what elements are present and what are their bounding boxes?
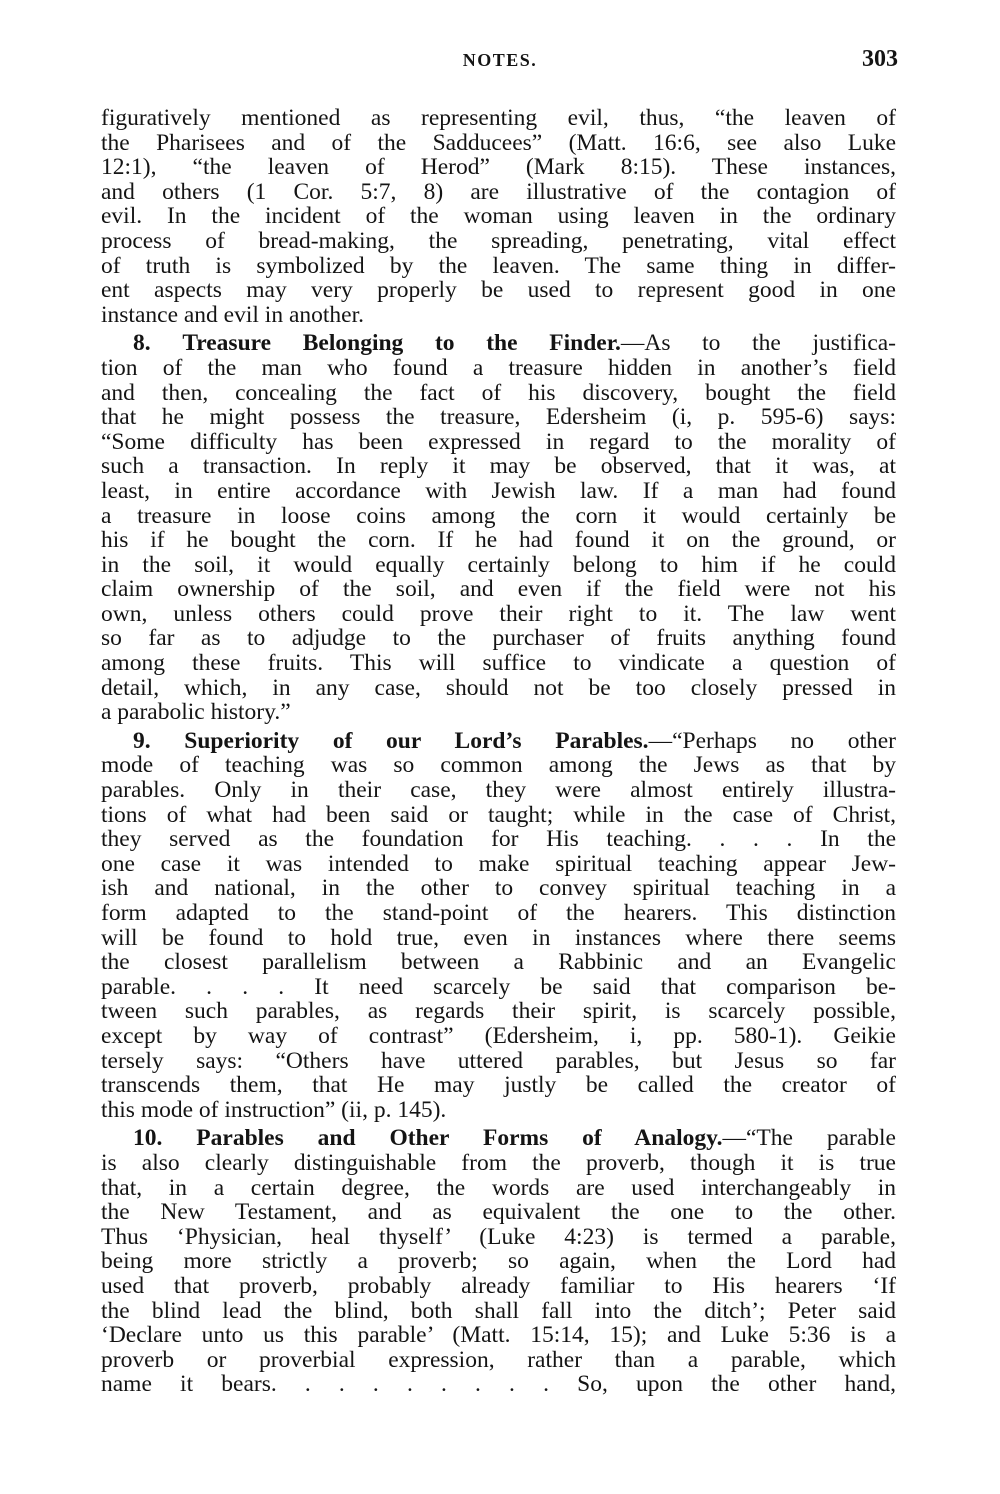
text-line: so far as to adjudge to the purchaser of fruits anything found: [101, 625, 896, 652]
running-title: NOTES.: [462, 50, 538, 70]
text-line: being more strictly a proverb; so again, when the Lord had: [101, 1248, 896, 1275]
note-9: [101, 729, 896, 1123]
text-line: form adapted to the stand-point of the hearers. This distinction: [101, 900, 896, 926]
page-number: 303: [862, 46, 898, 72]
text-line: Thus ‘Physician, heal thyself’ (Luke 4:23) is termed a parable,: [101, 1223, 896, 1250]
note-heading-line: [101, 729, 896, 754]
text-line: except by way of contrast” (Edersheim, i, pp. 580-1). Geikie: [101, 1022, 896, 1049]
paragraph-continuation: [101, 106, 896, 327]
note-number: 9.: [133, 727, 151, 754]
text-line: least, in entire accordance with Jewish law. If a man had found: [101, 477, 896, 504]
note-heading-line: [101, 331, 896, 356]
note-number: 8.: [133, 330, 151, 357]
text-line: instance and evil in another.: [101, 301, 364, 328]
note-10: [101, 1126, 896, 1397]
text-line: and then, concealing the fact of his discovery, bought the field: [101, 379, 896, 406]
text-line: one case it was intended to make spiritual teaching appear Jew-: [101, 850, 896, 877]
note-lead-text: —“The parable: [722, 1125, 896, 1152]
text-line: that, in a certain degree, the words are used interchangeably in: [101, 1174, 896, 1201]
text-line: is also clearly distinguishable from the proverb, though it is true: [101, 1149, 896, 1176]
text-line: in the soil, it would equally certainly belong to him if he could: [101, 551, 896, 578]
text-line: ent aspects may very properly be used to represent good in one: [101, 277, 896, 304]
note-heading-line: [101, 1126, 896, 1151]
text-line: own, unless others could prove their right to it. The law went: [101, 600, 896, 627]
text-line: the Pharisees and of the Sadducees” (Matt. 16:6, see also Luke: [101, 129, 896, 156]
text-line: “Some difficulty has been expressed in regard to the morality of: [101, 428, 896, 455]
note-heading: Treasure Belonging to the Finder.: [182, 330, 621, 357]
running-head: [100, 44, 900, 80]
text-line: tween such parables, as regards their spirit, is scarcely possible,: [101, 998, 896, 1025]
text-line: tion of the man who found a treasure hidden in another’s field: [101, 354, 896, 381]
text-line: that he might possess the treasure, Edersheim (i, p. 595-6) says:: [101, 404, 896, 431]
text-line: and others (1 Cor. 5:7, 8) are illustrative of the contagion of: [101, 178, 896, 205]
text-line: 12:1), “the leaven of Herod” (Mark 8:15). These instances,: [101, 154, 896, 181]
note-8: [101, 331, 896, 725]
text-line: a parabolic history.”: [101, 699, 291, 726]
text-line: tions of what had been said or taught; while in the case of Christ,: [101, 801, 896, 828]
text-line: this mode of instruction” (ii, p. 145).: [101, 1096, 447, 1123]
text-line: proverb or proverbial expression, rather than a parable, which: [101, 1346, 896, 1373]
text-line: parable. . . . It need scarcely be said that comparison be-: [101, 973, 896, 1000]
text-line: will be found to hold true, even in instances where there seems: [101, 924, 896, 951]
text-line: claim ownership of the soil, and even if the field were not his: [101, 576, 896, 603]
note-lead-text: —“Perhaps no other: [648, 727, 896, 754]
text-line: name it bears. . . . . . . . . So, upon the other hand,: [101, 1371, 896, 1398]
text-line: the blind lead the blind, both shall fall into the ditch’; Peter said: [101, 1297, 896, 1324]
text-line: his if he bought the corn. If he had found it on the ground, or: [101, 527, 896, 554]
text-line: a treasure in loose coins among the corn it would certainly be: [101, 502, 896, 529]
note-heading: Parables and Other Forms of Analogy.: [196, 1125, 723, 1152]
text-line: the closest parallelism between a Rabbinic and an Evangelic: [101, 949, 896, 976]
text-line: evil. In the incident of the woman using leaven in the ordinary: [101, 203, 896, 230]
text-line: used that proverb, probably already familiar to His hearers ‘If: [101, 1272, 896, 1299]
text-line: process of bread-making, the spreading, penetrating, vital effect: [101, 227, 896, 254]
text-line: ‘Declare unto us this parable’ (Matt. 15:14, 15); and Luke 5:36 is a: [101, 1322, 896, 1349]
text-line: such a transaction. In reply it may be observed, that it was, at: [101, 453, 896, 480]
text-line: among these fruits. This will suffice to vindicate a question of: [101, 650, 896, 677]
note-heading: Superiority of our Lord’s Parables.: [184, 727, 649, 754]
text-line: they served as the foundation for His teaching. . . . In the: [101, 826, 896, 853]
text-line: detail, which, in any case, should not be too closely pressed in: [101, 674, 896, 701]
text-body: [101, 106, 896, 1397]
note-number: 10.: [133, 1125, 163, 1152]
text-line: ish and national, in the other to convey spiritual teaching in a: [101, 875, 896, 902]
text-line: of truth is symbolized by the leaven. The same thing in differ-: [101, 252, 896, 279]
text-line: transcends them, that He may justly be called the creator of: [101, 1072, 896, 1099]
text-line: tersely says: “Others have uttered parables, but Jesus so far: [101, 1047, 896, 1074]
text-line: mode of teaching was so common among the Jews as that by: [101, 752, 896, 779]
text-line: parables. Only in their case, they were almost entirely illustra-: [101, 777, 896, 804]
text-line: the New Testament, and as equivalent the one to the other.: [101, 1199, 896, 1226]
note-lead-text: —As to the justifica-: [620, 330, 896, 357]
text-line: figuratively mentioned as representing evil, thus, “the leaven of: [101, 105, 896, 131]
